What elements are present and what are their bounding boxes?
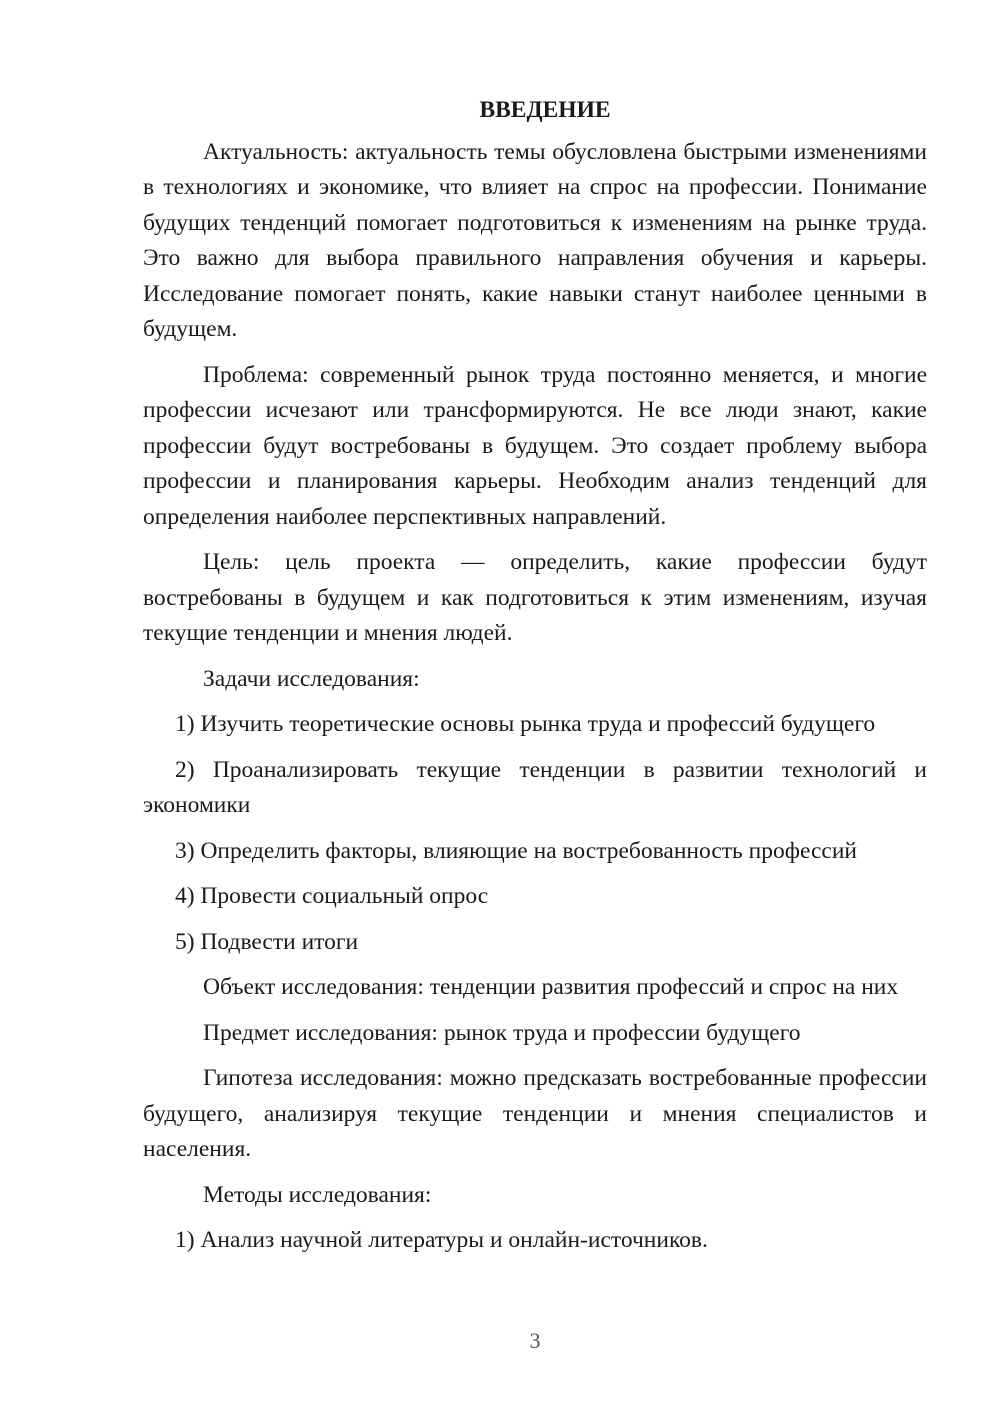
subject-paragraph: Предмет исследования: рынок труда и профессии будущего [203, 1019, 801, 1046]
method-item-1: 1) Анализ научной литературы и онлайн-источников. [175, 1227, 708, 1253]
methods-heading: Методы исследования: [203, 1181, 432, 1208]
task-item-1: 1) Изучить теоретические основы рынка труда и профессий будущего [175, 711, 876, 737]
page-number: 3 [529, 1328, 541, 1353]
task-item-5: 5) Подвести итоги [175, 928, 359, 955]
object-paragraph: Объект исследования: тенденции развития профессий и спрос на них [203, 974, 899, 1000]
tasks-heading: Задачи исследования: [203, 665, 420, 692]
relevance-paragraph: Актуальность: актуальность темы обусловлена быстрыми изменениями в технологиях и экономике, что влияет на спрос на профессии. Понимание будущих тенденций помогает подготовиться к изменениям на рынке труда. Это важно для выбора правильного направления обучения и карьеры. Исследование помогает понять, какие навыки станут наиболее ценными в будущем. [143, 138, 927, 342]
section-title: ВВЕДЕНИЕ [479, 97, 611, 123]
problem-paragraph: Проблема: современный рынок труда постоянно меняется, и многие профессии исчезают или трансформируются. Не все люди знают, какие профессии будут востребованы в будущем. Это создает проблему выбора профессии и планирования карьеры. Необходим анализ тенденций для определения наиболее перспективных направлений. [143, 361, 927, 530]
task-item-4: 4) Провести социальный опрос [175, 883, 489, 909]
task-item-3: 3) Определить факторы, влияющие на востребованность профессий [175, 837, 857, 864]
task-item-2: 2) Проанализировать текущие тенденции в развитии технологий и экономики [143, 756, 927, 818]
hypothesis-paragraph: Гипотеза исследования: можно предсказать востребованные профессии будущего, анализируя текущие тенденции и мнения специалистов и населения. [143, 1065, 927, 1162]
goal-paragraph: Цель: цель проекта — определить, какие профессии будут востребованы в будущем и как подготовиться к этим изменениям, изучая текущие тенденции и мнения людей. [143, 549, 927, 646]
document-body [143, 93, 927, 1269]
